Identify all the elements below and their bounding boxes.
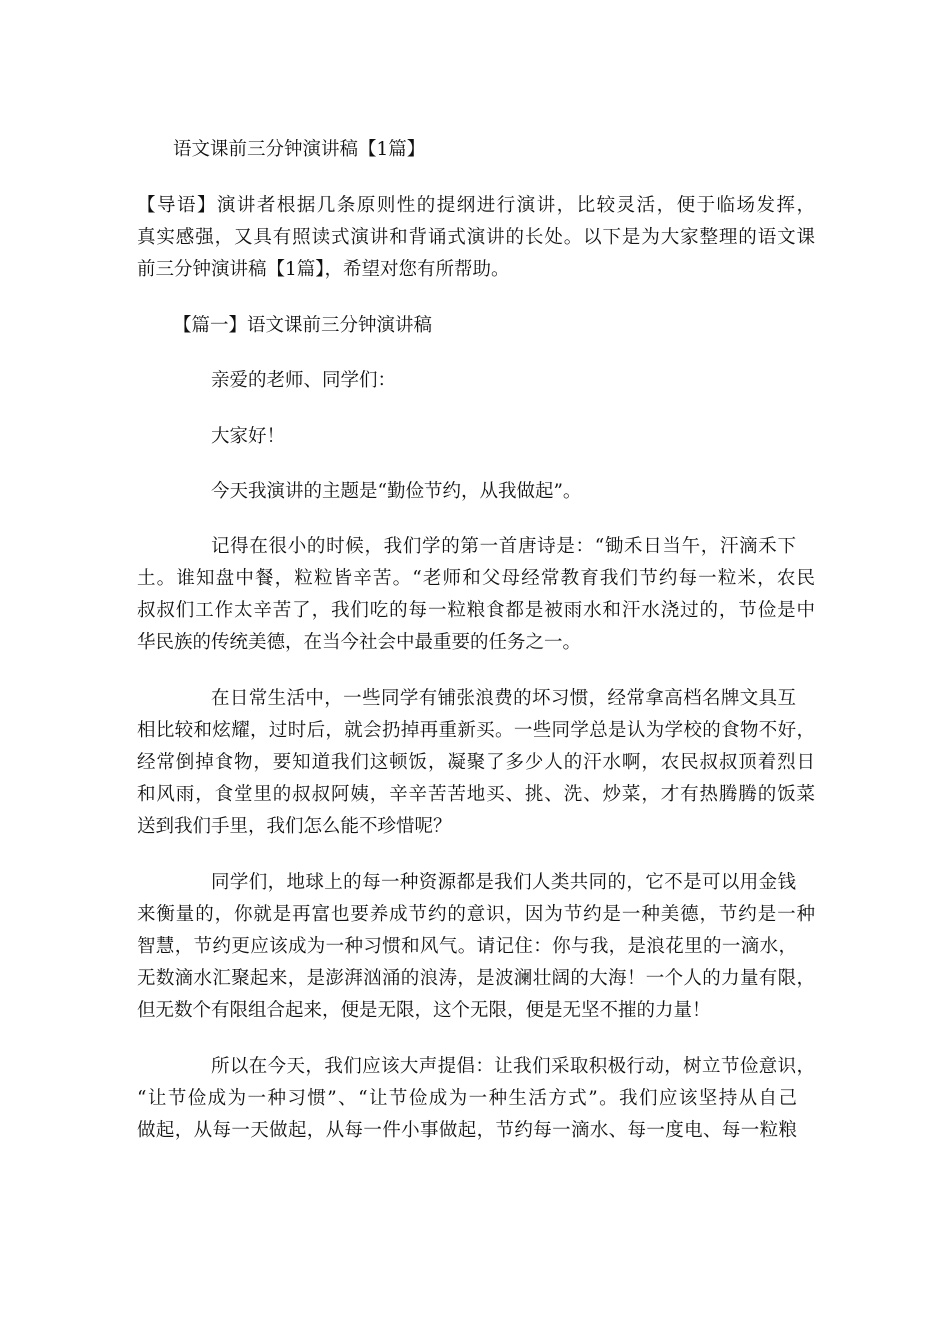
paragraph2-line-5: 送到我们手里，我们怎么能不珍惜呢？ [137, 816, 452, 837]
paragraph2-line-4: 和风雨，食堂里的叔叔阿姨，辛辛苦苦地买、挑、洗、炒菜，才有热腾腾的饭菜 [137, 784, 815, 805]
paragraph2-line-3: 经常倒掉食物，要知道我们这顿饭，凝聚了多少人的汗水啊，农民叔叔顶着烈日 [137, 752, 815, 773]
paragraph1-line-2: 土。谁知盘中餐，粒粒皆辛苦。“老师和父母经常教育我们节约每一粒米，农民 [137, 568, 815, 589]
paragraph3-line-2: 来衡量的，你就是再富也要养成节约的意识，因为节约是一种美德，节约是一种 [137, 904, 815, 925]
paragraph3-line-3: 智慧，节约更应该成为一种习惯和风气。请记住：你与我，是浪花里的一滴水， [137, 936, 797, 957]
paragraph1-line-3: 叔叔们工作太辛苦了，我们吃的每一粒粮食都是被雨水和汗水浇过的，节俭是中 [137, 600, 815, 621]
paragraph3-line-5: 但无数个有限组合起来，便是无限，这个无限，便是无坚不摧的力量！ [137, 1000, 711, 1021]
paragraph3-line-4: 无数滴水汇聚起来，是澎湃汹涌的浪涛，是波澜壮阔的大海！一个人的力量有限， [137, 968, 815, 989]
paragraph4-line-1: 所以在今天，我们应该大声提倡：让我们采取积极行动，树立节俭意识， [211, 1056, 815, 1077]
document-title: 语文课前三分钟演讲稿【1篇】 [173, 139, 426, 160]
intro-line-2: 真实感强，又具有照读式演讲和背诵式演讲的长处。以下是为大家整理的语文课 [137, 227, 815, 248]
paragraph2-line-1: 在日常生活中，一些同学有铺张浪费的坏习惯，经常拿高档名牌文具互 [211, 688, 796, 709]
paragraph1-line-1: 记得在很小的时候，我们学的第一首唐诗是：“锄禾日当午，汗滴禾下 [211, 536, 796, 557]
intro-line-3: 前三分钟演讲稿【1篇】，希望对您有所帮助。 [137, 259, 510, 280]
paragraph4-line-3: 做起，从每一天做起，从每一件小事做起，节约每一滴水、每一度电、每一粒粮 [137, 1120, 797, 1141]
paragraph1-line-4: 华民族的传统美德，在当今社会中最重要的任务之一。 [137, 632, 582, 653]
intro-line-1: 【导语】演讲者根据几条原则性的提纲进行演讲，比较灵活，便于临场发挥， [137, 195, 815, 216]
paragraph2-line-2: 相比较和炫耀，过时后，就会扔掉再重新买。一些同学总是认为学校的食物不好， [137, 720, 815, 741]
section-heading: 【篇一】语文课前三分钟演讲稿 [173, 315, 433, 336]
topic-line: 今天我演讲的主题是“勤俭节约，从我做起”。 [211, 481, 582, 502]
paragraph3-line-1: 同学们，地球上的每一种资源都是我们人类共同的，它不是可以用金钱 [211, 872, 796, 893]
paragraph4-line-2: “让节俭成为一种习惯”、“让节俭成为一种生活方式”。我们应该坚持从自己 [137, 1088, 797, 1109]
hello: 大家好！ [211, 426, 286, 447]
greeting: 亲爱的老师、同学们： [211, 370, 397, 391]
